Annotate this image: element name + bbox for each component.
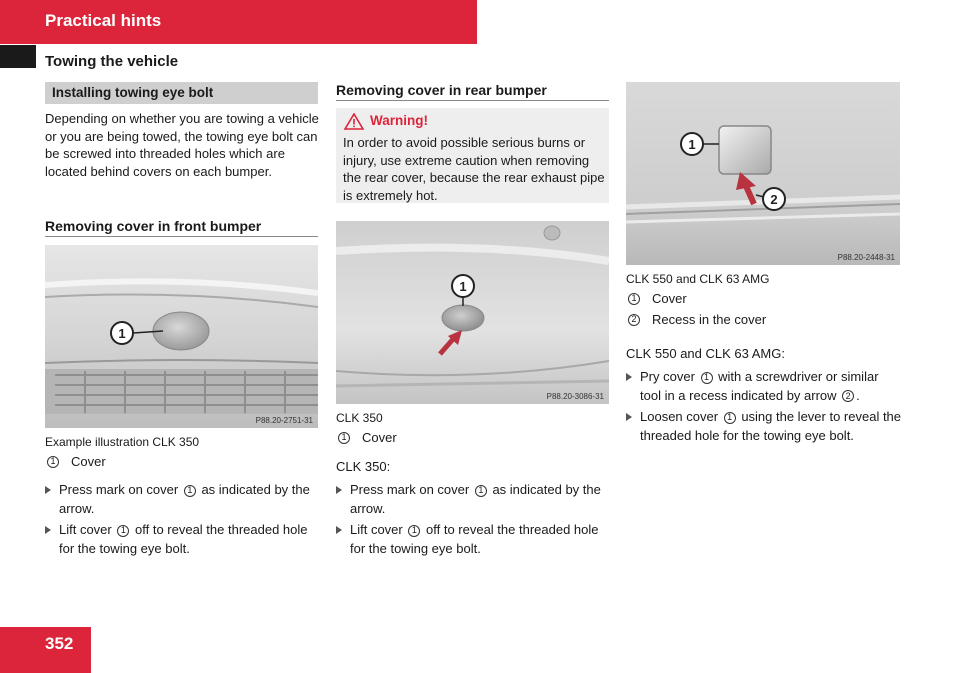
figure-code: P88.20-3086-31 [546,392,604,401]
legend-number: 1 [338,432,350,444]
warning-triangle-icon [344,113,364,130]
bullet-triangle-icon [626,413,632,421]
section-tab-marker [0,45,36,68]
legend-item [626,291,687,306]
intro-paragraph: Depending on whether you are towing a vehicle or you are being towed, the towing eye bolt can be screwed into threaded holes which are located behind covers on each bumper. [45,111,319,179]
instruction-bullet: Lift cover 1 off to reveal the threaded hole for the towing eye bolt. [45,521,319,558]
legend-label: Cover [71,454,106,469]
legend-label: Cover [652,291,687,306]
figure-caption: CLK 550 and CLK 63 AMG [626,272,770,286]
figure-code: P88.20-2751-31 [255,416,313,425]
legend-item [45,454,106,469]
figure-caption: CLK 350 [336,411,383,425]
front-bumper-heading: Removing cover in front bumper [45,218,318,237]
legend-number: 2 [628,314,640,326]
instruction-bullet: Loosen cover 1 using the lever to reveal the threaded hole for the towing eye bolt. [626,408,902,445]
svg-text:1: 1 [459,279,467,294]
bullet-triangle-icon [336,486,342,494]
bullet-triangle-icon [45,526,51,534]
warning-box [336,108,609,203]
model-label: CLK 350: [336,459,391,474]
instruction-bullet: Lift cover 1 off to reveal the threaded hole for the towing eye bolt. [336,521,612,558]
legend-item [336,430,397,445]
warning-title: Warning! [370,113,428,128]
instruction-bullet: Pry cover 1 with a screwdriver or similar tool in a recess indicated by arrow 2 . [626,368,902,405]
front-bumper-figure [45,245,318,428]
subhead-title: Installing towing eye bolt [52,85,214,100]
page-number: 352 [45,634,74,653]
svg-text:1: 1 [118,326,126,341]
rear-bumper-figure [336,221,609,404]
model-label: CLK 550 and CLK 63 AMG: [626,346,785,361]
section-title: Towing the vehicle [45,53,179,70]
bullet-triangle-icon [45,486,51,494]
instruction-bullet: Press mark on cover 1 as indicated by the arrow. [45,481,319,518]
figure-code: P88.20-2448-31 [837,253,895,262]
figure-caption: Example illustration CLK 350 [45,435,200,449]
legend-number: 1 [628,293,640,305]
legend-label: Recess in the cover [652,312,767,327]
instruction-bullet: Press mark on cover 1 as indicated by the arrow. [336,481,610,518]
subhead-box [45,82,318,104]
warning-text: In order to avoid possible serious burns or injury, use extreme caution when removing the rear cover, because the rear exhaust pipe is extremely hot. [343,135,605,203]
header-title: Practical hints [45,11,162,30]
svg-text:1: 1 [688,137,696,152]
svg-text:2: 2 [770,192,778,207]
legend-number: 1 [47,456,59,468]
rear-bumper-heading: Removing cover in rear bumper [336,82,609,101]
rear-bumper-amg-figure [626,82,900,265]
legend-label: Cover [362,430,397,445]
legend-item [626,312,766,327]
bullet-triangle-icon [336,526,342,534]
bullet-triangle-icon [626,373,632,381]
